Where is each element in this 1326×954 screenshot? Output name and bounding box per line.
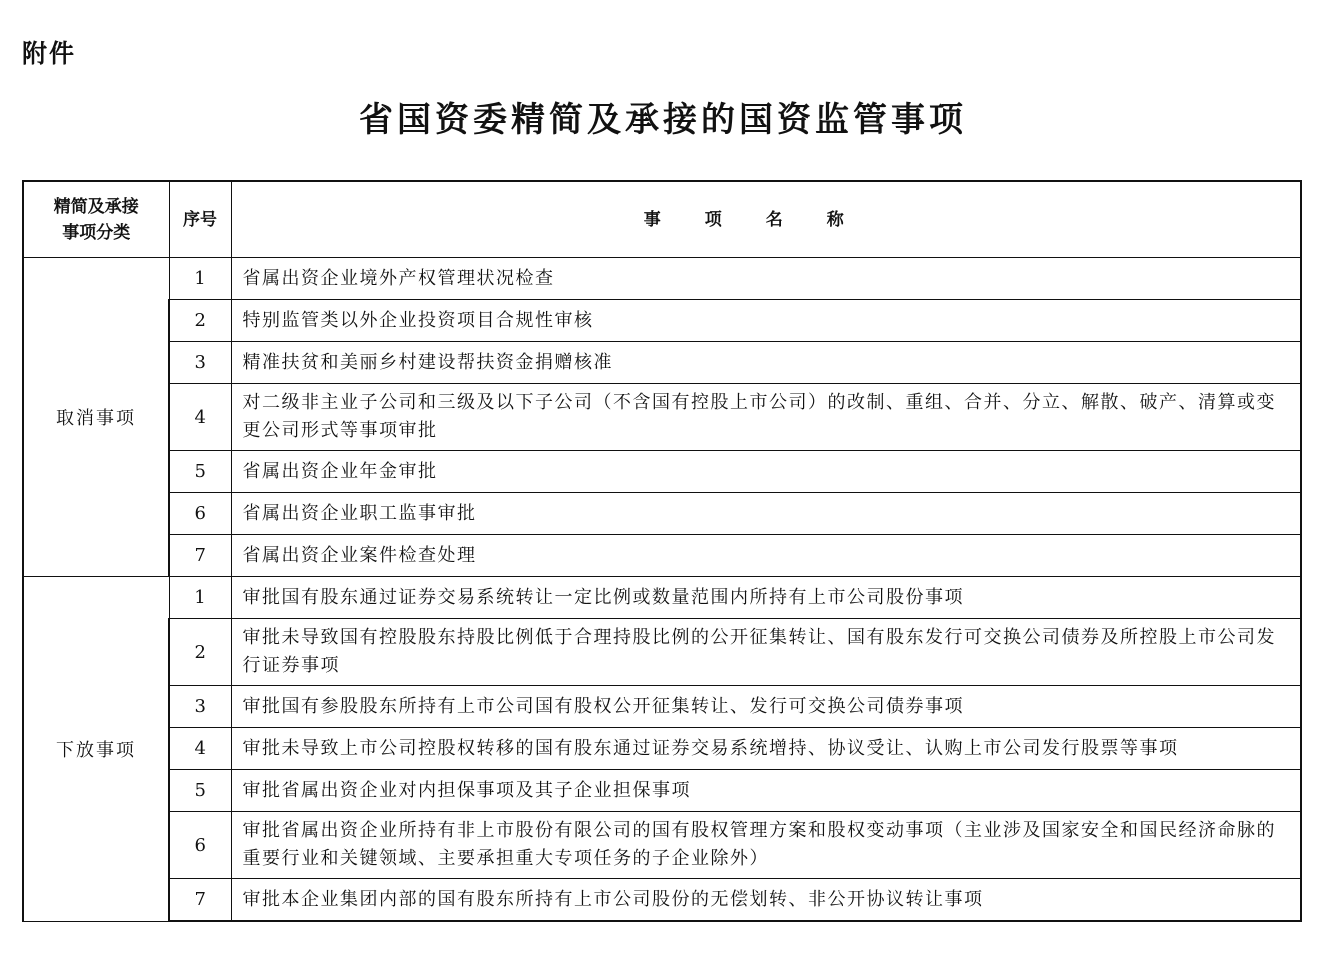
header-name [231, 181, 1301, 258]
row-number: 7 [169, 535, 231, 577]
row-name: 审批未导致上市公司控股权转移的国有股东通过证券交易系统增持、协议受让、认购上市公司发行股票等事项 [231, 728, 1301, 770]
table-row [23, 619, 1301, 686]
table-row [23, 728, 1301, 770]
row-name: 精准扶贫和美丽乡村建设帮扶资金捐赠核准 [231, 342, 1301, 384]
header-number: 序号 [169, 181, 231, 258]
table-row [23, 577, 1301, 619]
header-category-line2: 事项分类 [62, 222, 131, 243]
table-row [23, 770, 1301, 812]
table-row [23, 258, 1301, 300]
row-number: 4 [169, 728, 231, 770]
row-name: 特别监管类以外企业投资项目合规性审核 [231, 300, 1301, 342]
table-row [23, 493, 1301, 535]
header-category-line1: 精简及承接 [53, 196, 139, 217]
category-delegate: 下放事项 [23, 577, 169, 922]
row-name: 对二级非主业子公司和三级及以下子公司（不含国有控股上市公司）的改制、重组、合并、分立、解散、破产、清算或变更公司形式等事项审批 [231, 384, 1301, 451]
header-category [23, 181, 169, 258]
table-row [23, 879, 1301, 922]
row-number: 6 [169, 812, 231, 879]
table-row [23, 812, 1301, 879]
table-row [23, 451, 1301, 493]
row-name: 省属出资企业年金审批 [231, 451, 1301, 493]
row-name: 审批国有参股股东所持有上市公司国有股权公开征集转让、发行可交换公司债券事项 [231, 686, 1301, 728]
table-row [23, 300, 1301, 342]
row-name: 审批省属出资企业所持有非上市股份有限公司的国有股权管理方案和股权变动事项（主业涉及国家安全和国民经济命脉的重要行业和关键领域、主要承担重大专项任务的子企业除外） [231, 812, 1301, 879]
row-name: 审批未导致国有控股股东持股比例低于合理持股比例的公开征集转让、国有股东发行可交换公司债券及所控股上市公司发行证券事项 [231, 619, 1301, 686]
attachment-label: 附件 [22, 39, 77, 68]
row-number: 6 [169, 493, 231, 535]
table-header-row [23, 181, 1301, 258]
row-name: 审批本企业集团内部的国有股东所持有上市公司股份的无偿划转、非公开协议转让事项 [231, 879, 1301, 922]
row-name: 省属出资企业案件检查处理 [231, 535, 1301, 577]
row-number: 4 [169, 384, 231, 451]
row-name: 审批省属出资企业对内担保事项及其子企业担保事项 [231, 770, 1301, 812]
row-number: 5 [169, 770, 231, 812]
row-number: 7 [169, 879, 231, 922]
table-row [23, 686, 1301, 728]
row-number: 1 [169, 258, 231, 300]
row-number: 2 [169, 300, 231, 342]
row-name: 省属出资企业职工监事审批 [231, 493, 1301, 535]
table-row [23, 384, 1301, 451]
row-number: 1 [169, 577, 231, 619]
document-title: 省国资委精简及承接的国资监管事项 [359, 100, 967, 140]
row-number: 3 [169, 342, 231, 384]
header-name-label: 事项名称 [643, 209, 888, 230]
row-name: 省属出资企业境外产权管理状况检查 [231, 258, 1301, 300]
table-row [23, 535, 1301, 577]
table-row [23, 342, 1301, 384]
items-table [22, 180, 1302, 922]
row-number: 2 [169, 619, 231, 686]
row-number: 3 [169, 686, 231, 728]
row-name: 审批国有股东通过证券交易系统转让一定比例或数量范围内所持有上市公司股份事项 [231, 577, 1301, 619]
category-cancel: 取消事项 [23, 258, 169, 577]
row-number: 5 [169, 451, 231, 493]
